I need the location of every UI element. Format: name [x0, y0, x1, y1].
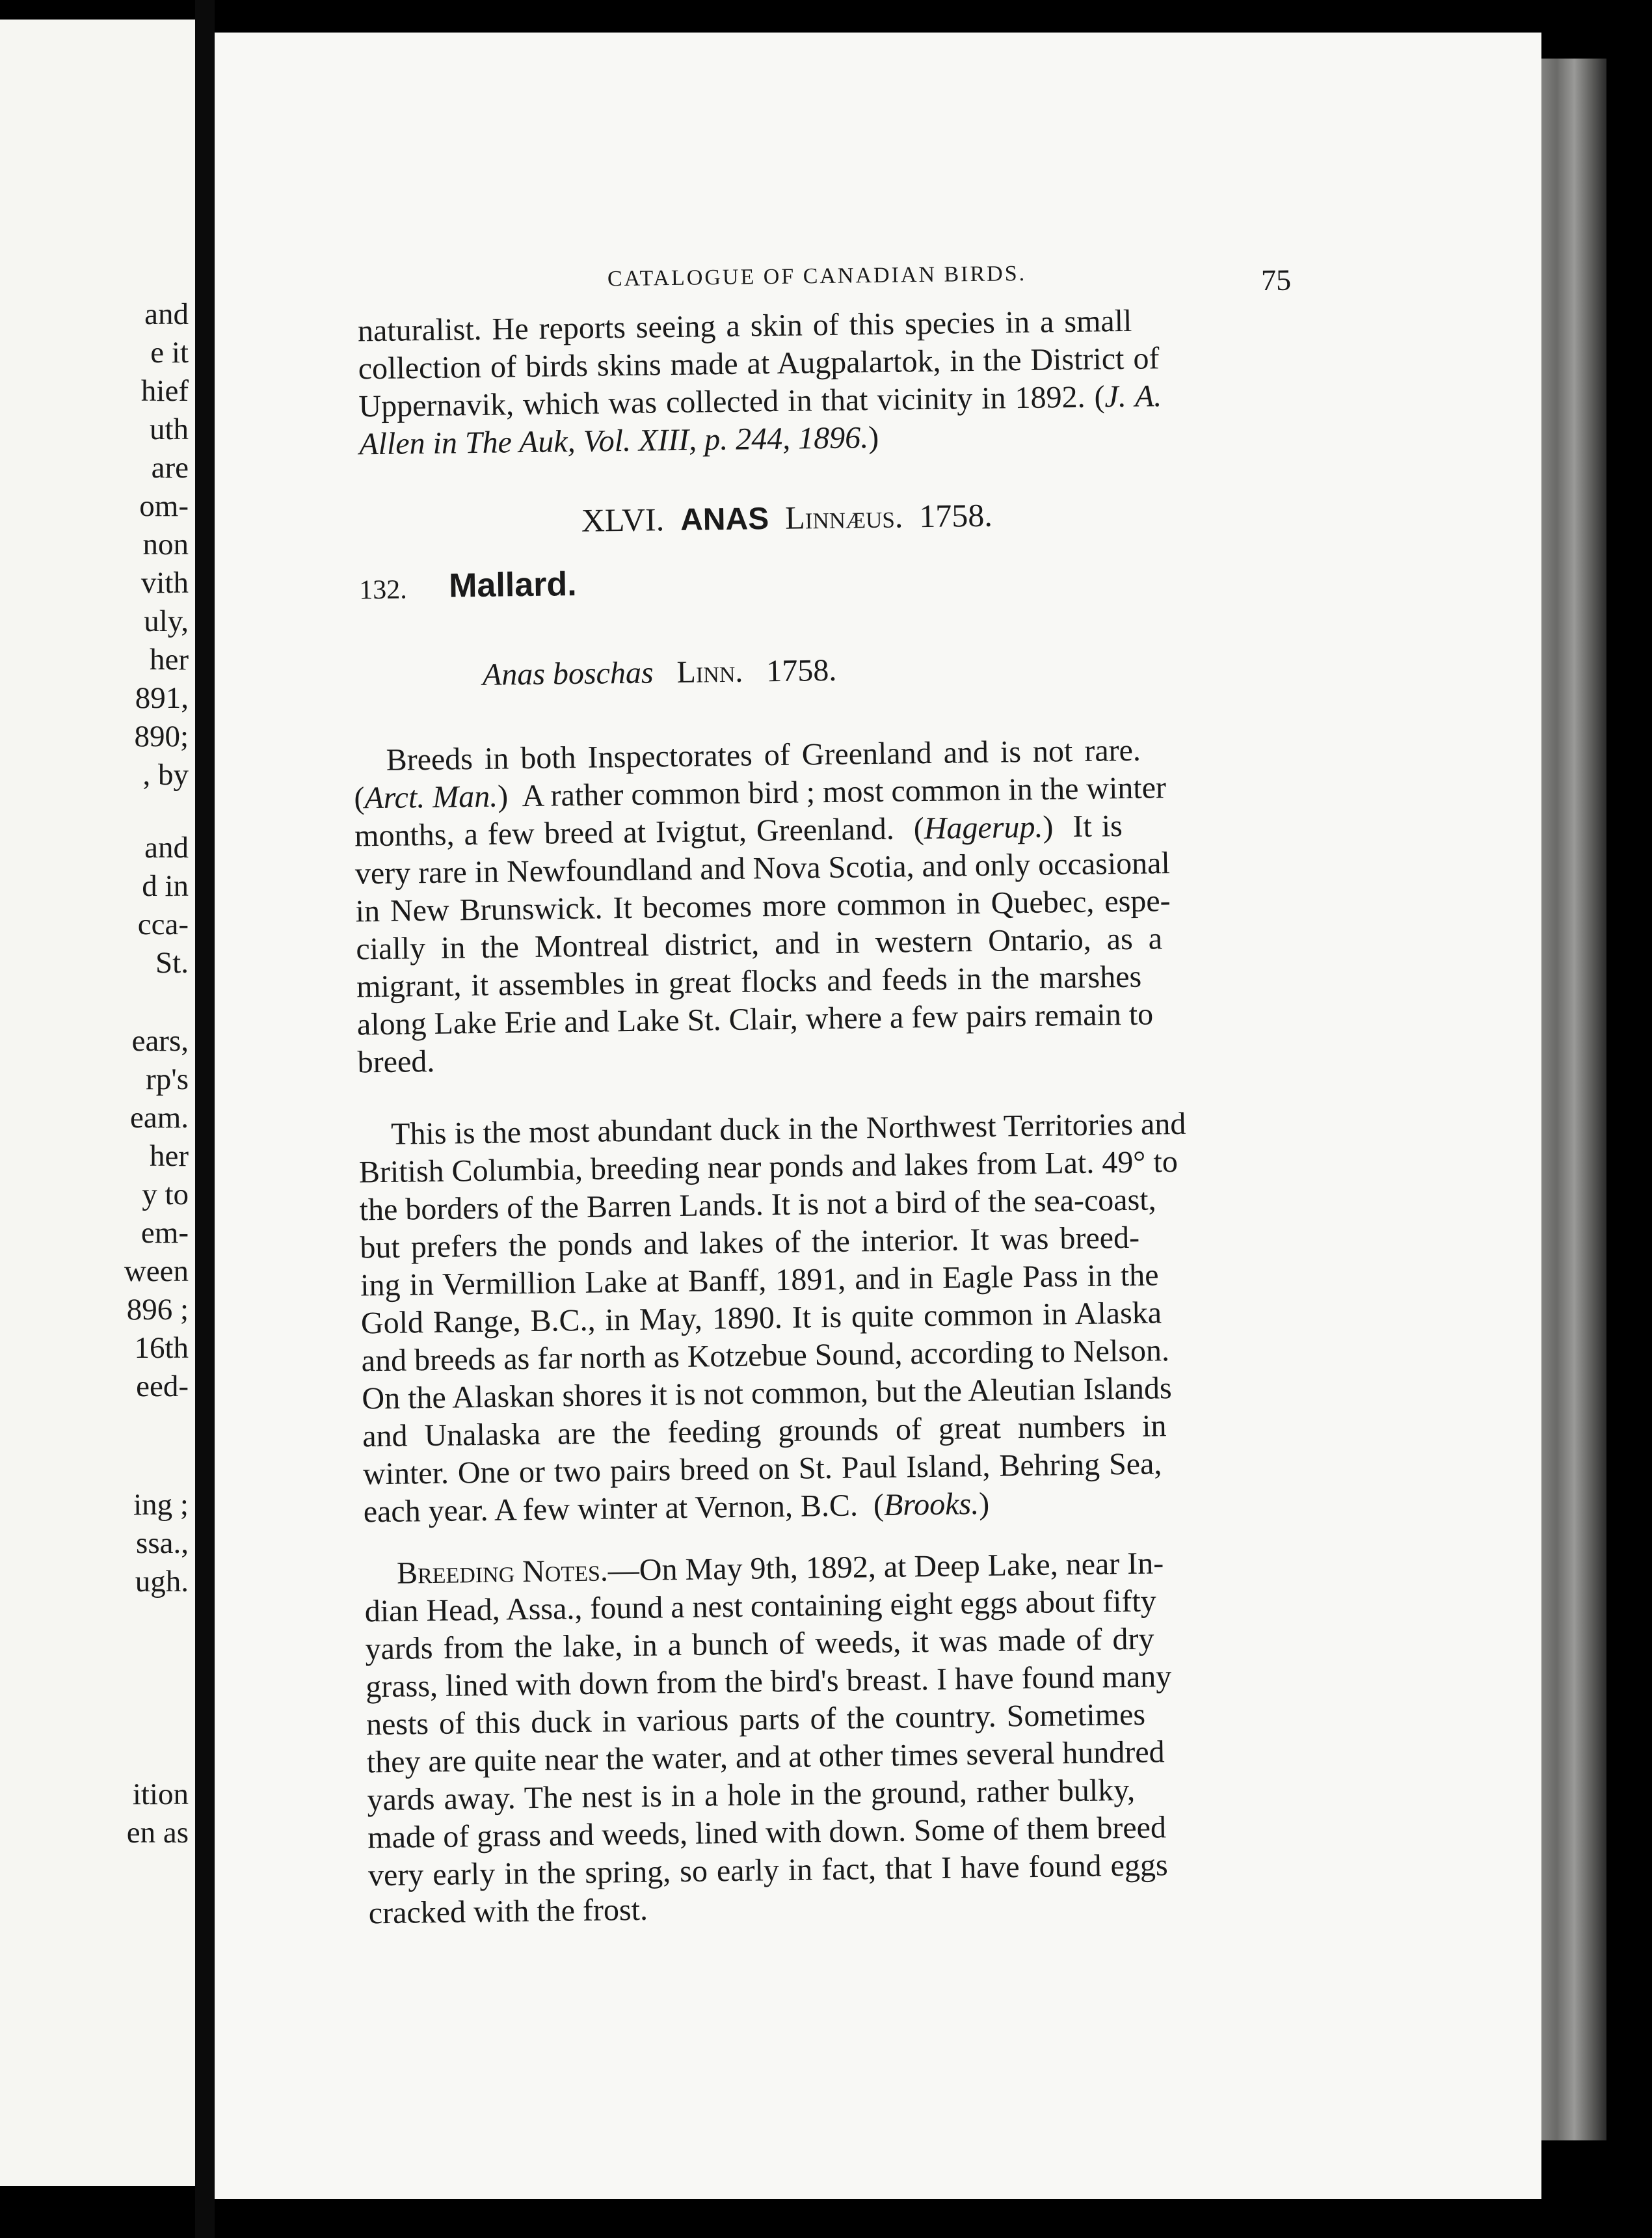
text-line: in New Brunswick. It becomes more common in Quebec, espe-: [355, 883, 1171, 929]
text-line: each year. A few winter at Vernon, B.C. (Brooks.): [363, 1486, 990, 1530]
left-fragment: 890;: [134, 720, 189, 753]
genus-heading: [581, 496, 993, 539]
citation: Allen in The Auk, Vol. XIII, p. 244, 1896.: [358, 420, 869, 462]
text-line: [359, 422, 879, 460]
left-fragment: are: [151, 451, 189, 485]
text-line: naturalist. He reports seeing a skin of this species in a small: [357, 303, 1132, 349]
left-fragment: om-: [139, 489, 189, 523]
left-fragment: 896 ;: [126, 1293, 189, 1327]
left-fragment: ween: [124, 1254, 189, 1288]
citation: Arct. Man.: [364, 779, 498, 816]
citation: J. A.: [1104, 379, 1162, 414]
left-fragment: and: [144, 297, 189, 331]
text-line: cially in the Montreal district, and in western Ontario, as a: [356, 921, 1163, 967]
text-line: and Unalaska are the feeding grounds of great numbers in: [362, 1409, 1167, 1454]
text-line: Breeds in both Inspectorates of Greenland and is not rare.: [386, 733, 1141, 777]
text-line: Gold Range, B.C., in May, 1890. It is quite common in Alaska: [360, 1295, 1162, 1341]
running-head: CATALOGUE OF CANADIAN BIRDS.: [607, 261, 1027, 291]
genus-name: ANAS: [680, 502, 769, 537]
text-line: along Lake Erie and Lake St. Clair, where a few pairs remain to: [356, 997, 1154, 1042]
genus-authority: Linnæus.: [784, 498, 903, 536]
page-text-block: [215, 33, 1541, 2199]
text-span: A rather common bird ; most common in the winter: [522, 770, 1167, 814]
left-fragment: e it: [150, 336, 189, 370]
genus-year: 1758.: [918, 496, 993, 535]
text-line: This is the most abundant duck in the Northwest Territories and: [390, 1106, 1186, 1152]
text-line: and breeds as far north as Kotzebue Sound, according to Nelson.: [361, 1333, 1170, 1379]
text-line: breed.: [357, 1044, 435, 1080]
text-line: nests of this duck in various parts of the country. Sometimes: [366, 1697, 1146, 1742]
text-span: Uppernavik, which was collected in that vicinity in 1892. (: [358, 379, 1105, 424]
species-authority: Linn.: [676, 654, 743, 690]
text-line: very early in the spring, so early in fact, that I have found eggs: [367, 1848, 1168, 1893]
text-line: cracked with the frost.: [368, 1892, 648, 1931]
text-line: made of grass and weeds, lined with down. Some of them breed: [367, 1810, 1167, 1855]
left-fragment: and: [144, 831, 189, 865]
text-span: months, a few breed at Ivigtut, Greenland.: [354, 811, 895, 854]
text-span: ): [868, 420, 879, 455]
left-fragment: 891,: [135, 681, 189, 715]
text-line: [397, 1548, 1164, 1589]
text-span: It is: [1072, 809, 1123, 844]
species-number: 132.: [358, 574, 408, 606]
left-fragment: uth: [149, 412, 189, 446]
text-line: migrant, it assembles in great flocks and feeds in the marshes: [356, 959, 1142, 1004]
text-line: very rare in Newfoundland and Nova Scotia, and only occasional: [354, 846, 1171, 891]
left-fragment: , by: [142, 758, 189, 792]
scientific-name: Anas boschas: [482, 655, 654, 692]
text-line: (Arct. Man.) A rather common bird ; most common in the winter: [354, 770, 1167, 816]
left-fragment: em-: [140, 1216, 189, 1250]
left-fragment: ugh.: [135, 1565, 189, 1598]
left-fragment: uly,: [144, 604, 189, 638]
left-fragment: ition: [132, 1777, 189, 1811]
species-binomial: [483, 653, 837, 693]
text-line: months, a few breed at Ivigtut, Greenland. (Hagerup.) It is: [354, 809, 1123, 854]
species-year: 1758.: [766, 653, 837, 689]
left-fragment: en as: [126, 1816, 189, 1850]
text-line: dian Head, Assa., found a nest containing eight eggs about fifty: [364, 1584, 1157, 1629]
left-fragment: non: [142, 528, 189, 561]
text-line: ing in Vermillion Lake at Banff, 1891, and in Eagle Pass in the: [360, 1258, 1159, 1303]
citation: Hagerup.: [924, 809, 1043, 846]
text-span: —On May 9th, 1892, at Deep Lake, near In-: [607, 1546, 1164, 1588]
left-fragment: her: [149, 1139, 189, 1173]
left-fragment: eam.: [129, 1101, 189, 1135]
text-span: each year. A few winter at Vernon, B.C.: [363, 1488, 859, 1530]
text-line: collection of birds skins made at Augpalartok, in the District of: [358, 341, 1160, 386]
species-common-name: Mallard.: [448, 565, 577, 605]
page-edges: [1535, 59, 1606, 2140]
text-line: British Columbia, breeding near ponds and lakes from Lat. 49° to: [358, 1144, 1179, 1190]
text-line: but prefers the ponds and lakes of the interior. It was breed-: [360, 1220, 1140, 1265]
left-fragment: y to: [142, 1178, 189, 1211]
text-line: the borders of the Barren Lands. It is not a bird of the sea-coast,: [359, 1182, 1156, 1228]
text-line: yards away. The nest is in a hole in the ground, rather bulky,: [367, 1772, 1136, 1818]
left-fragment: eed-: [136, 1369, 189, 1403]
previous-page: [0, 20, 195, 2186]
left-fragment: ssa.,: [136, 1526, 189, 1560]
breeding-notes-label: Breeding Notes.: [396, 1553, 609, 1591]
text-line: winter. One or two pairs breed on St. Paul Island, Behring Sea,: [362, 1446, 1162, 1492]
page-number: 75: [1260, 263, 1292, 297]
text-line: On the Alaskan shores it is not common, but the Aleutian Islands: [362, 1371, 1172, 1416]
text-line: grass, lined with down from the bird's breast. I have found many: [365, 1659, 1172, 1705]
citation: Brooks.: [883, 1487, 979, 1522]
text-line: they are quite near the water, and at other times several hundred: [366, 1734, 1165, 1780]
text-line: yards from the lake, in a bunch of weeds, it was made of dry: [365, 1621, 1154, 1667]
left-fragment: ears,: [131, 1024, 189, 1058]
left-fragment: hief: [140, 374, 189, 408]
left-fragment: rp's: [146, 1062, 189, 1096]
left-fragment: St.: [155, 946, 189, 980]
left-fragment: 16th: [134, 1331, 189, 1365]
book-gutter: [195, 0, 215, 2238]
left-fragment: ing ;: [133, 1488, 189, 1522]
left-fragment: vith: [140, 566, 189, 600]
left-fragment: cca-: [137, 908, 189, 941]
left-fragment: her: [149, 643, 189, 677]
left-fragment: d in: [142, 869, 189, 903]
book-page: [215, 33, 1541, 2199]
genus-numeral: XLVI.: [581, 501, 665, 539]
text-line: [358, 381, 1162, 422]
